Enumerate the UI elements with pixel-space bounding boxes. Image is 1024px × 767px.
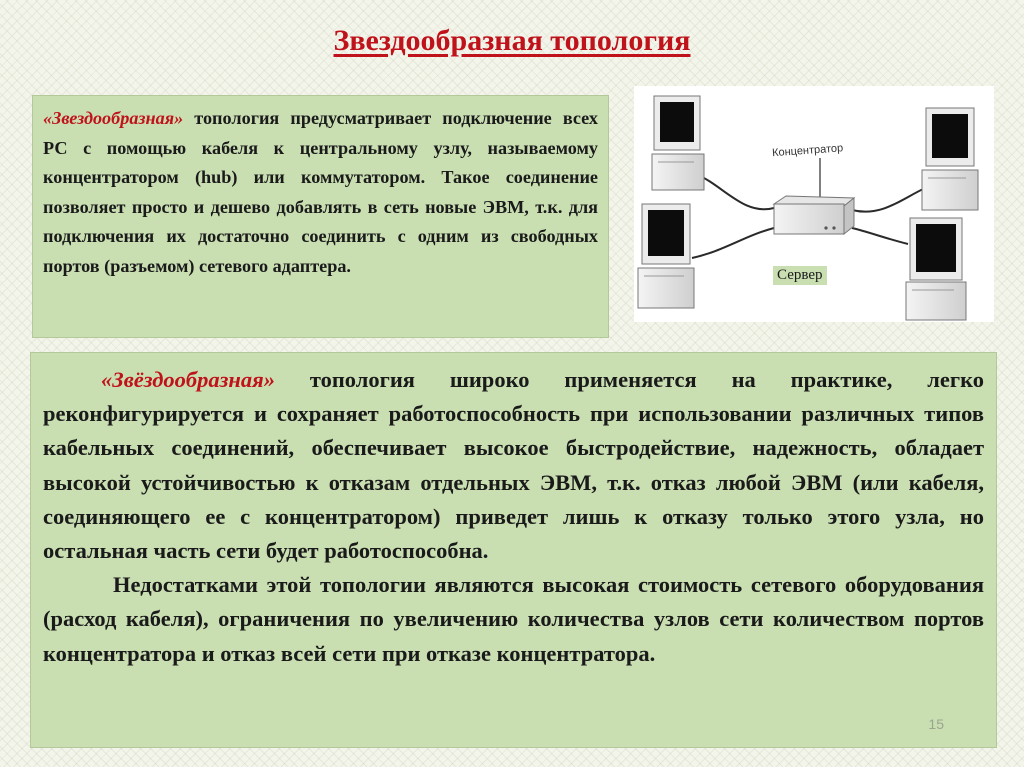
cable-top-left xyxy=(696,174,774,209)
cable-bottom-left xyxy=(692,228,774,258)
diagram-drawing xyxy=(634,86,994,322)
disadvantages-paragraph: Недостатками этой топологии являются высокая стоимость сетевого оборудования (расход кабеля), ограничения по увеличению количества узлов сети количеством портов концентратора и отказ всей сети при отказе концентратора. xyxy=(43,572,984,666)
hub-device xyxy=(774,196,854,234)
definition-term: «Звездообразная» xyxy=(43,108,184,128)
slide-title: Звездообразная топология xyxy=(333,24,691,57)
details-box xyxy=(30,352,997,748)
hub-label: Концентратор xyxy=(771,142,844,160)
advantages-term: «Звёздообразная» xyxy=(101,367,275,392)
cable-bottom-right xyxy=(852,228,908,244)
definition-box xyxy=(32,95,609,338)
computer-bottom-right xyxy=(906,218,966,320)
computer-bottom-left xyxy=(638,204,694,308)
star-topology-diagram xyxy=(634,86,994,322)
computer-top-left xyxy=(652,96,704,190)
page-number: 15 xyxy=(928,715,944,732)
server-label: Сервер xyxy=(773,266,827,285)
definition-text: «Звездообразная» топология предусматривает подключение всех РС с помощью кабеля к центральному узлу, называемому концентратором (hub) или коммутатором. Такое соединение позволяет просто и дешево добавлять в сеть новые ЭВМ, т.к. для подключения их достаточно соединить с одним из свободных портов (разъемом) сетевого адаптера. xyxy=(43,108,598,276)
advantages-paragraph: «Звёздообразная» топология широко применяется на практике, легко реконфигурируется и сохраняет работоспособность при использовании различных типов кабельных соединений, обеспечивает высокое быстродействие, надежность, обладает высокой устойчивостью к отказам отдельных ЭВМ, т.к. отказ любой ЭВМ (или кабеля, соединяющего ее с концентратором) приведет лишь к отказу только этого узла, но остальная часть сети будет работоспособна. xyxy=(43,367,984,564)
computer-top-right xyxy=(922,108,978,210)
